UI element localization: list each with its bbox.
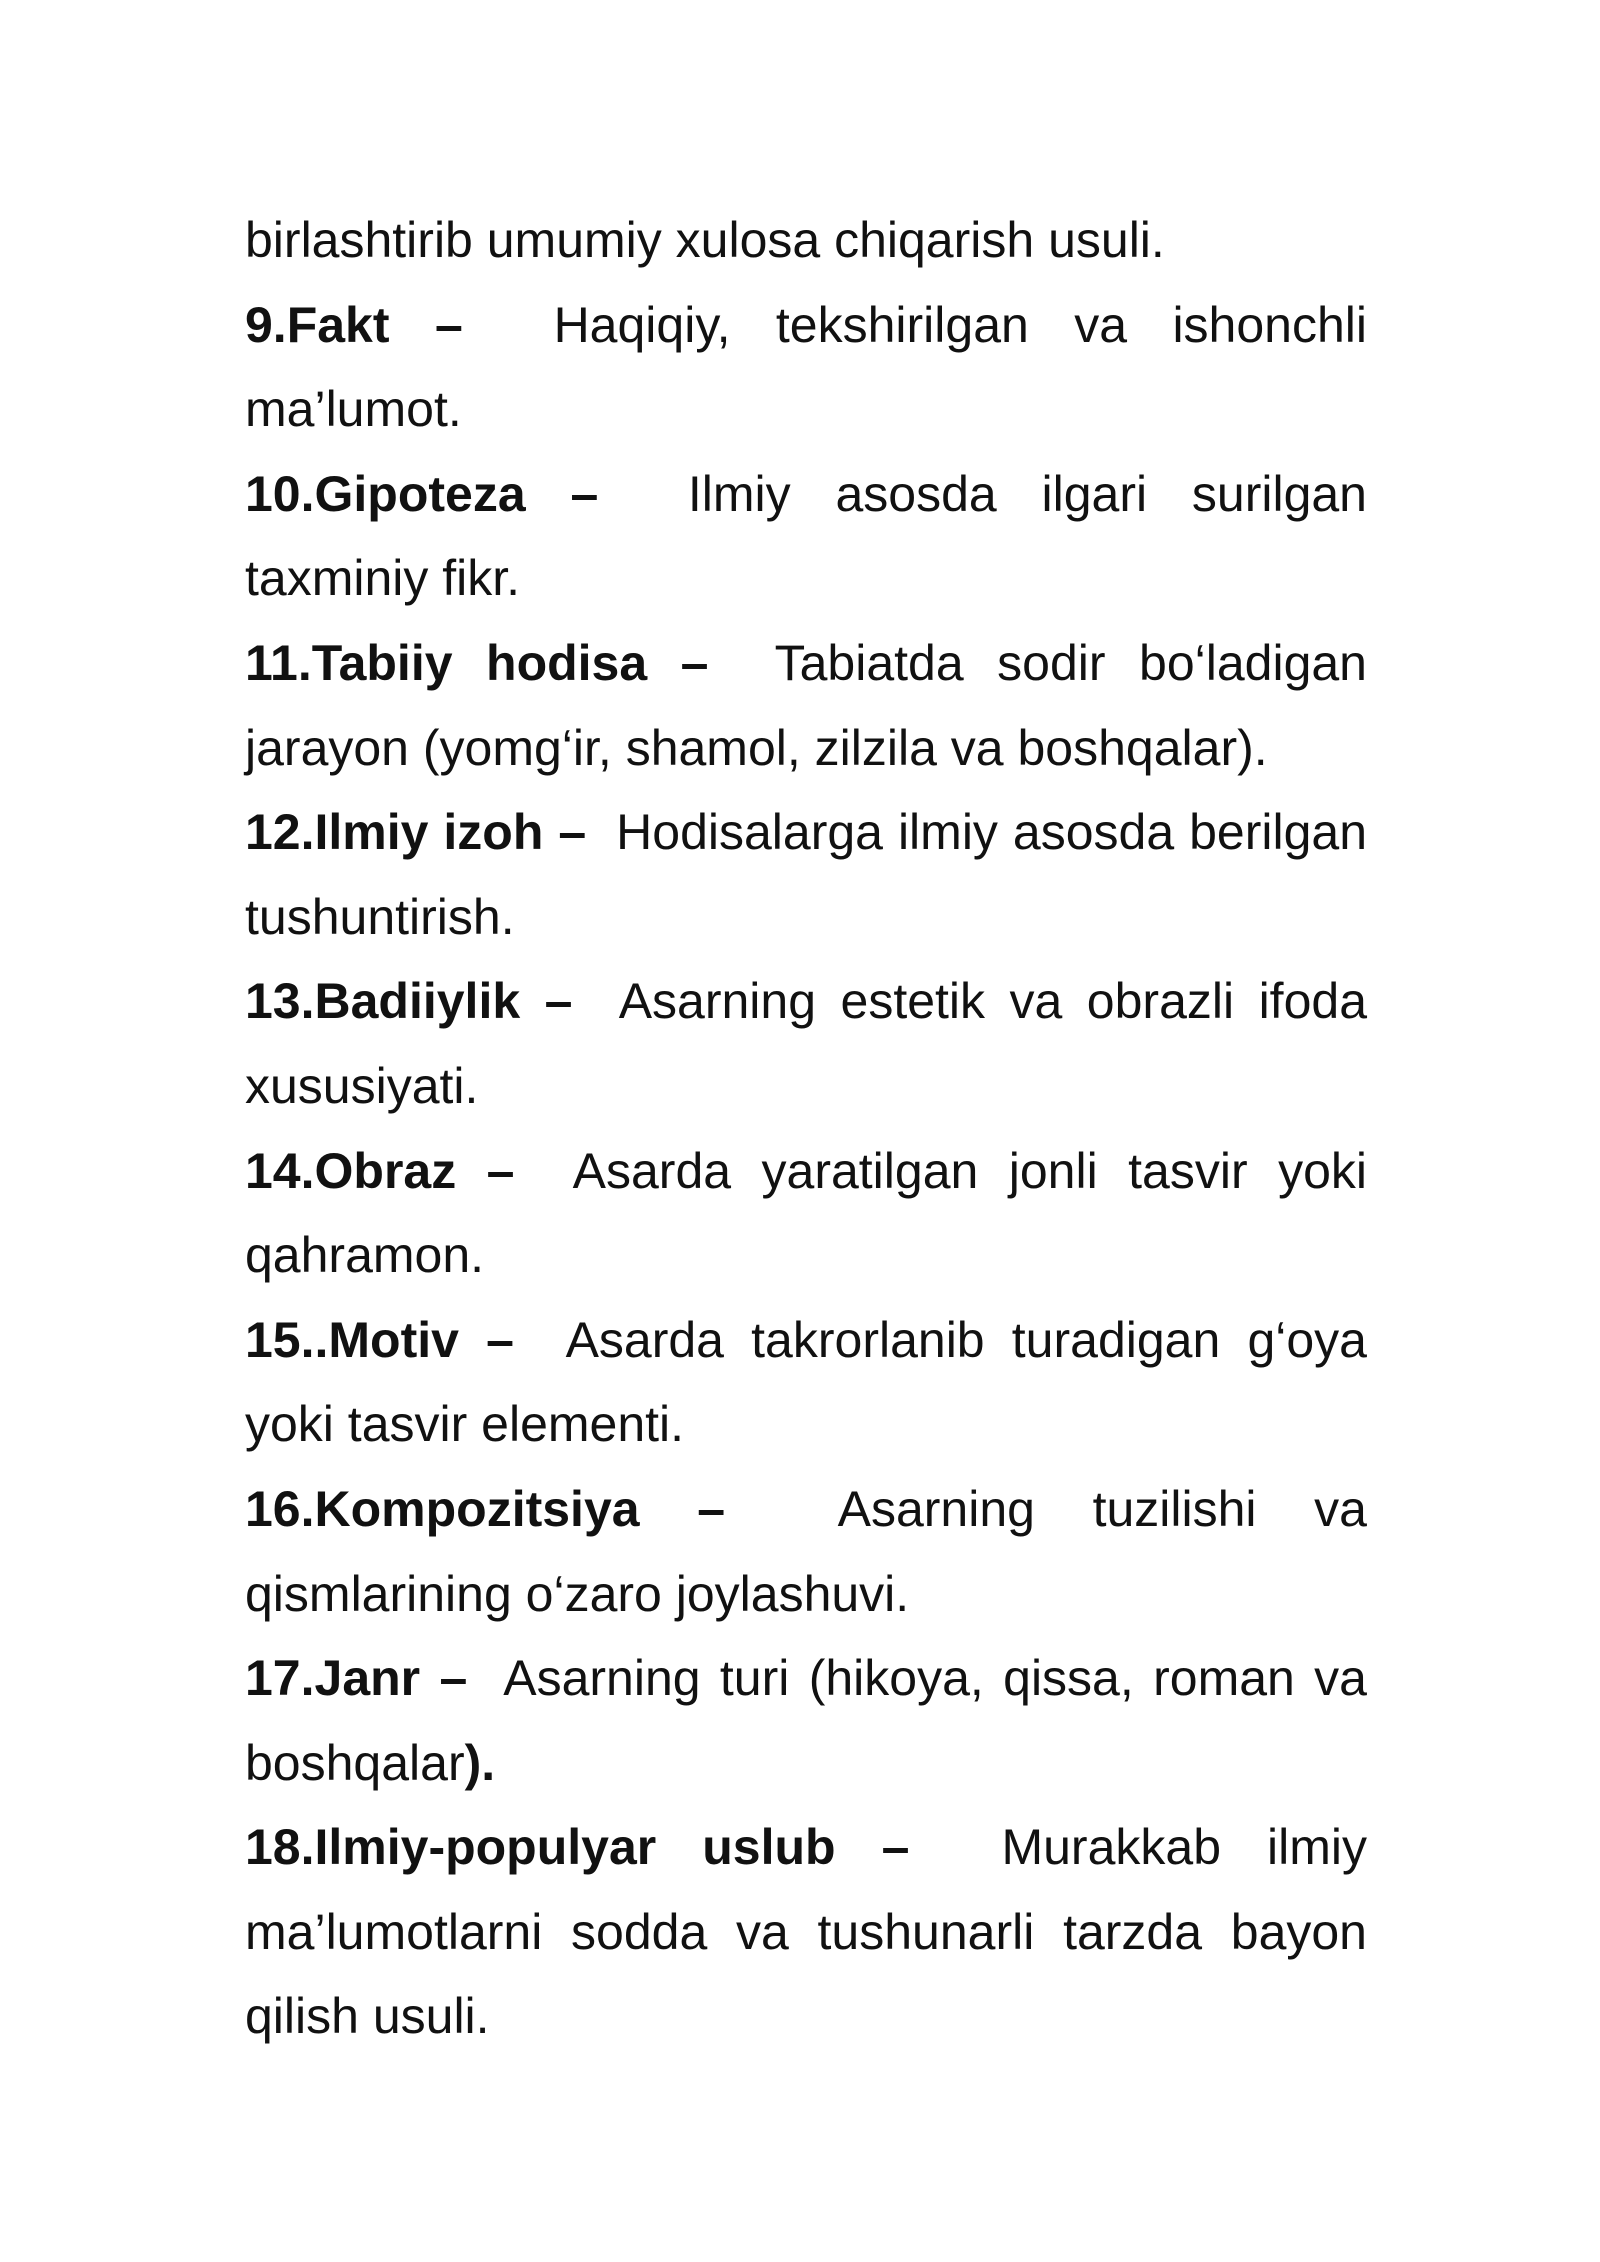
entry-dash: – (434, 296, 463, 353)
entry-gipoteza (245, 452, 1367, 621)
entry-badiiylik (245, 959, 1367, 1128)
entry-fakt (245, 283, 1367, 452)
entry-kompozitsiya (245, 1467, 1367, 1636)
entry-dash: – (544, 973, 573, 1030)
entry-definition: Ilmiy asosda ilgari surilgan taxminiy fikr. (245, 465, 1367, 607)
intro-line: birlashtirib umumiy xulosa chiqarish usuli. (245, 212, 1165, 268)
document-page (245, 198, 1367, 2059)
entry-definition: Haqiqiy, tekshirilgan va ishonchli ma’lumot. (245, 296, 1367, 438)
entry-definition-bold-end: ). (464, 1734, 496, 1791)
entry-term: 13.Badiiylik (245, 973, 521, 1030)
entry-dash: – (486, 1311, 514, 1368)
entry-term: 10.Gipoteza (245, 465, 526, 522)
entry-term: 14.Obraz (245, 1142, 457, 1199)
entry-term: 12.Ilmiy izoh (245, 804, 544, 861)
entry-term: 17.Janr (245, 1650, 421, 1707)
entry-motiv (245, 1298, 1367, 1467)
entry-dash: – (486, 1142, 515, 1199)
entry-dash: – (697, 1480, 726, 1537)
entry-term: 9.Fakt (245, 296, 390, 353)
entry-dash: – (558, 804, 587, 861)
entry-definition: Asarning tuzilishi va qismlarining o‘zaro joylashuvi. (245, 1480, 1367, 1622)
entry-dash: – (680, 634, 709, 691)
entry-obraz (245, 1129, 1367, 1298)
entry-definition: Tabiatda sodir bo‘ladigan jarayon (yomg‘ir, shamol, zilzila va boshqalar). (245, 634, 1367, 776)
entry-tabiiy-hodisa (245, 621, 1367, 790)
entry-dash: – (439, 1650, 468, 1707)
entry-definition: Hodisalarga ilmiy asosda berilgan tushuntirish. (245, 804, 1367, 945)
entry-janr (245, 1636, 1367, 1805)
entry-ilmiy-izoh (245, 790, 1367, 959)
entry-ilmiy-populyar-uslub (245, 1805, 1367, 2059)
entry-dash: – (570, 465, 599, 522)
entry-term: 11.Tabiiy hodisa (245, 634, 648, 691)
entry-definition: Asarning estetik va obrazli ifoda xususiyati. (245, 973, 1367, 1114)
entry-term: 15..Motiv (245, 1311, 459, 1368)
entry-definition: Asarning turi (hikoya, qissa, roman va boshqalar (245, 1650, 1367, 1791)
entry-definition: Asarda yaratilgan jonli tasvir yoki qahramon. (245, 1142, 1367, 1284)
entry-definition: Asarda takrorlanib turadigan g‘oya yoki tasvir elementi. (245, 1311, 1367, 1453)
entry-term: 18.Ilmiy-populyar uslub (245, 1819, 836, 1876)
entry-definition: Murakkab ilmiy ma’lumotlarni sodda va tushunarli tarzda bayon qilish usuli. (245, 1819, 1367, 2045)
entry-term: 16.Kompozitsiya (245, 1480, 640, 1537)
entry-dash: – (881, 1819, 910, 1876)
